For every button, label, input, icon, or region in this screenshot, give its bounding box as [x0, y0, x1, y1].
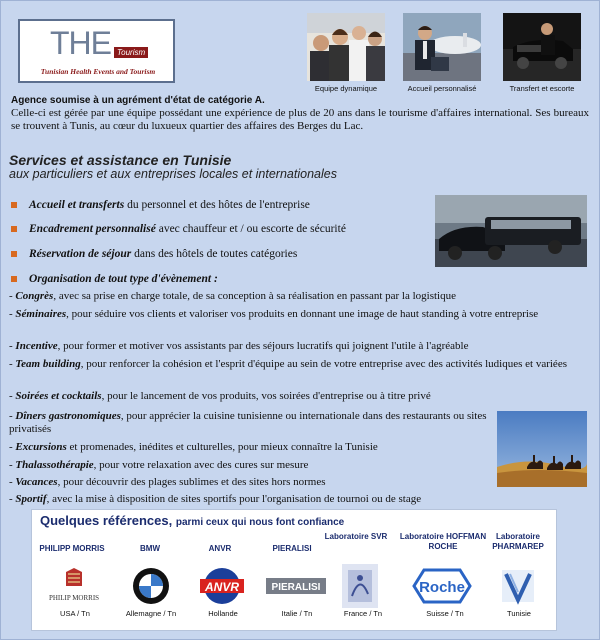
limousine-photo	[435, 195, 587, 267]
event-text: , pour votre relaxation avec des cures sur mesure	[93, 459, 309, 471]
logo-tagline: Tunisian Health Events and Tourism	[40, 67, 156, 76]
services-subtitle: aux particuliers et aux entreprises locales et internationales	[9, 167, 337, 181]
event-item	[9, 340, 589, 353]
welcome-photo	[403, 13, 481, 81]
intro-title: Agence soumise à un agrément d'état de catégorie A.	[11, 95, 265, 106]
reference-name: ANVR	[208, 544, 232, 553]
philip-morris-wordmark: PHILIP MORRIS	[48, 594, 100, 602]
event-dash: -	[9, 441, 16, 453]
bullet-square-icon	[11, 226, 17, 232]
reference-name: Laboratoire PHARMAREP	[492, 532, 544, 551]
reference-country: Italie / Tn	[281, 609, 313, 618]
event-dash: -	[9, 493, 16, 505]
roche-wordmark: Roche	[419, 579, 465, 596]
event-text: , pour apprécier la cuisine tunisienne ou internationale dans des restaurants ou sites privatisés	[9, 410, 487, 435]
reference-country: Allemagne / Tn	[125, 609, 177, 618]
event-bold: Team building	[15, 358, 81, 370]
event-item	[9, 410, 489, 435]
anvr-wordmark: ANVR	[204, 580, 240, 594]
pharmarep-logo[interactable]	[498, 564, 538, 608]
service-bullet	[11, 223, 346, 235]
service-bullet-bold: Réservation de séjour	[29, 248, 132, 260]
event-item	[9, 493, 589, 506]
event-dash: -	[9, 340, 16, 352]
event-text: , pour le lancement de vos produits, vos soirées d'entreprise ou à titre privé	[101, 390, 431, 402]
event-item	[9, 290, 589, 303]
anvr-logo[interactable]	[194, 564, 250, 608]
service-bullet-text: avec chauffeur et / ou escorte de sécurité	[155, 223, 346, 235]
event-text: , pour former et motiver vos assistants par des séjours lucratifs qui joignent l'utile à l'agréable	[57, 340, 469, 352]
event-dash: -	[9, 459, 16, 471]
service-bullet-text: dans des hôtels de toutes catégories	[131, 248, 298, 260]
company-logo[interactable]	[18, 19, 175, 83]
reference-country: Hollande	[208, 609, 238, 618]
services-title: Services et assistance en Tunisie	[9, 152, 232, 168]
bullet-square-icon	[11, 276, 17, 282]
event-dash: -	[9, 358, 16, 370]
references-title	[40, 513, 344, 528]
event-item	[9, 476, 489, 489]
reference-country: USA / Tn	[60, 609, 90, 618]
event-item	[9, 390, 589, 403]
reference-name: Laboratoire HOFFMAN ROCHE	[399, 532, 487, 551]
service-bullet-bold: Encadrement personnalisé	[29, 223, 156, 235]
event-bold: Dîners gastronomiques	[15, 410, 121, 422]
logo-the-text: THE	[50, 25, 111, 61]
event-text: , avec sa prise en charge totale, de sa conception à sa réalisation en passant par la logistique	[53, 290, 456, 302]
references-title-text: Quelques références,	[40, 513, 173, 528]
philip-morris-logo[interactable]	[46, 564, 102, 608]
event-bold: Incentive	[15, 340, 58, 352]
bullet-square-icon	[11, 202, 17, 208]
event-bold: Vacances	[15, 476, 58, 488]
team-photo	[307, 13, 385, 81]
reference-name: PHILIPP MORRIS	[39, 544, 105, 553]
event-dash: -	[9, 390, 16, 402]
reference-name: Laboratoire SVR	[324, 532, 388, 541]
reference-country: France / Tn	[343, 609, 383, 618]
event-item	[9, 459, 489, 472]
event-bold: Excursions	[15, 441, 67, 453]
event-item	[9, 441, 489, 454]
event-bold: Thalassothérapie	[15, 459, 94, 471]
svr-logo[interactable]	[342, 564, 378, 608]
event-text: , pour découvrir des plages sublimes et des sites hors normes	[57, 476, 326, 488]
event-item	[9, 308, 589, 321]
event-text: , avec la mise à disposition de sites sportifs pour l'organisation de tournoi ou de stage	[46, 493, 422, 505]
reference-country: Tunisie	[507, 609, 531, 618]
service-bullet	[11, 199, 310, 211]
event-bold: Soirées et cocktails	[15, 390, 102, 402]
event-dash: -	[9, 290, 16, 302]
welcome-photo-caption: Accueil personnalisé	[407, 84, 477, 93]
event-bold: Séminaires	[15, 308, 67, 320]
service-bullet	[11, 273, 218, 285]
service-bullet-bold: Accueil et transferts	[29, 199, 125, 211]
references-panel	[31, 509, 557, 631]
event-bold: Congrès	[15, 290, 54, 302]
intro-body: Celle-ci est gérée par une équipe possédant une expérience de plus de 20 ans dans le tourisme d'affaires international. Ses bureaux se trouvent à Tunis, au cœur du luxueux quartier des affaires des Berges du Lac.	[11, 107, 589, 132]
pieralisi-logo[interactable]	[262, 564, 330, 608]
pieralisi-wordmark: PIERALISI	[271, 582, 321, 593]
event-dash: -	[9, 308, 16, 320]
desert-camel-photo	[497, 411, 587, 487]
roche-logo[interactable]	[406, 564, 478, 608]
logo-tourism-badge: Tourism	[114, 47, 148, 58]
event-dash: -	[9, 410, 16, 422]
service-bullet	[11, 248, 297, 260]
reference-name: BMW	[140, 544, 160, 553]
service-bullet-text: du personnel et des hôtes de l'entreprise	[124, 199, 310, 211]
reference-name: PIERALISI	[272, 544, 312, 553]
transfer-photo-caption: Transfert et escorte	[509, 84, 575, 93]
reference-country: Suisse / Tn	[426, 609, 464, 618]
transfer-photo	[503, 13, 581, 81]
event-text: , pour séduire vos clients et valoriser vos produits en donnant une image de haut standing à votre entreprise	[66, 308, 539, 320]
bmw-logo[interactable]	[126, 564, 176, 608]
service-bullet-bold: Organisation de tout type d'évènement :	[29, 273, 218, 285]
event-text: , pour renforcer la cohésion et l'esprit d'équipe au sein de votre entreprise avec des activités ludiques et variées	[80, 358, 567, 370]
bullet-square-icon	[11, 251, 17, 257]
event-item	[9, 358, 589, 371]
event-bold: Sportif	[15, 493, 47, 505]
event-dash: -	[9, 476, 16, 488]
references-subtitle: parmi ceux qui nous font confiance	[175, 517, 345, 528]
event-text: et promenades, inédites et culturelles, pour mieux connaître la Tunisie	[66, 441, 378, 453]
team-photo-caption: Equipe dynamique	[314, 84, 378, 93]
